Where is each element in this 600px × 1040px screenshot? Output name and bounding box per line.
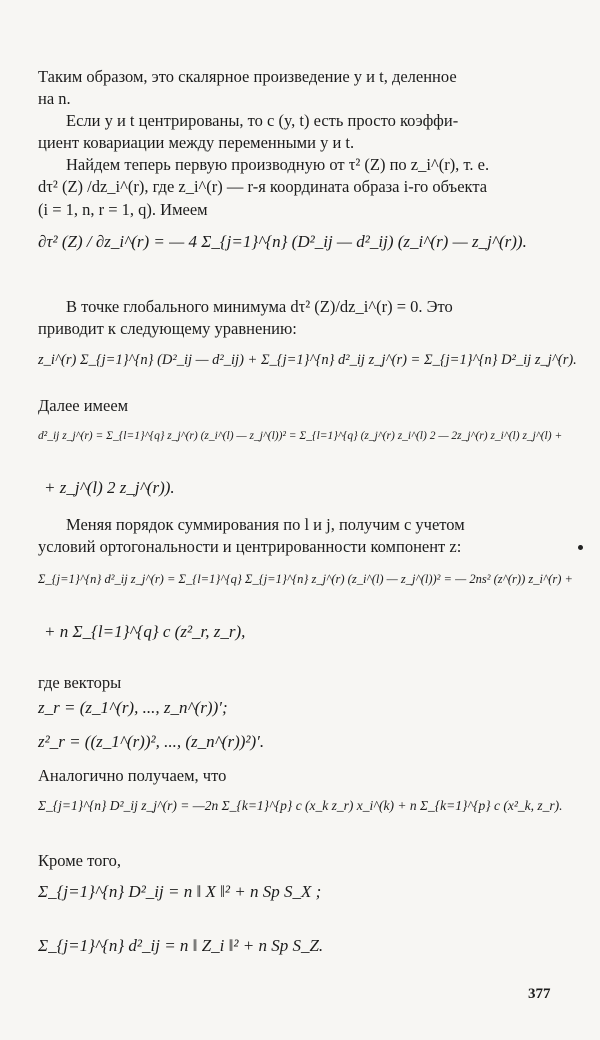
text-line-12: условий ортогональности и центрированности компонент z:: [38, 537, 462, 556]
equation-orthogonality: Σ_{j=1}^{n} d²_ij z_j^(r) = Σ_{l=1}^{q} Σ_{j=1}^{n} z_j^(r) (z_i^(l) — z_j^(l))² = — 2ns² (z^(r)) z_i^(r) +: [38, 572, 573, 586]
text-line-6: dτ² (Z) /dz_i^(r), где z_i^(r) — r-я координата образа i-го объекта: [38, 177, 488, 196]
text-line-13: где векторы: [38, 673, 122, 692]
page-number: 377: [528, 986, 551, 1002]
equation-derivative: ∂τ² (Z) / ∂z_i^(r) = — 4 Σ_{j=1}^{n} (D²_ij — d²_ij) (z_i^(r) — z_j^(r)).: [38, 232, 527, 251]
text-line-14: Аналогично получаем, что: [38, 766, 227, 785]
equation-expansion: d²_ij z_j^(r) = Σ_{l=1}^{q} z_j^(r) (z_i^(l) — z_j^(l))² = Σ_{l=1}^{q} (z_j^(r) z_i^(l) 2 — 2z_j^(r) z_i^(l) z_j^(l) +: [38, 430, 563, 442]
equation-sum-d: Σ_{j=1}^{n} d²_ij = n ‖ Z_i ‖² + n Sp S_Z.: [38, 936, 324, 955]
text-line-1: Таким образом, это скалярное произведение y и t, деленное: [38, 67, 457, 86]
text-line-3: Если y и t центрированы, то c (y, t) есть просто коэффи-: [66, 111, 459, 130]
text-line-9: приводит к следующему уравнению:: [38, 319, 297, 338]
text-line-5: Найдем теперь первую производную от τ² (Z) по z_i^(r), т. е.: [66, 155, 490, 174]
equation-expansion-cont: + z_j^(l) 2 z_j^(r)).: [44, 478, 175, 497]
equation-minimum: z_i^(r) Σ_{j=1}^{n} (D²_ij — d²_ij) + Σ_{j=1}^{n} d²_ij z_j^(r) = Σ_{j=1}^{n} D²_ij z_j^(r).: [38, 352, 577, 368]
text-line-4: циент ковариации между переменными y и t.: [38, 133, 355, 152]
text-line-15: Кроме того,: [38, 851, 122, 870]
text-line-10: Далее имеем: [38, 396, 129, 415]
text-line-2: на n.: [38, 89, 71, 108]
text-line-7: (i = 1, n, r = 1, q). Имеем: [38, 200, 208, 219]
equation-sum-D: Σ_{j=1}^{n} D²_ij = n ‖ X ‖² + n Sp S_X ;: [38, 882, 322, 901]
margin-dot: [578, 545, 583, 550]
equation-vector-z: z_r = (z_1^(r), ..., z_n^(r))′;: [38, 698, 228, 717]
equation-analog: Σ_{j=1}^{n} D²_ij z_j^(r) = —2n Σ_{k=1}^{p} c (x_k z_r) x_i^(k) + n Σ_{k=1}^{p} c (x²_k, z_r).: [38, 798, 563, 813]
text-line-11: Меняя порядок суммирования по l и j, получим с учетом: [66, 515, 465, 534]
equation-vector-z2: z²_r = ((z_1^(r))², ..., (z_n^(r))²)′.: [38, 732, 265, 751]
text-line-8: В точке глобального минимума dτ² (Z)/dz_i^(r) = 0. Это: [66, 297, 453, 316]
equation-orthogonality-cont: + n Σ_{l=1}^{q} c (z²_r, z_r),: [44, 622, 246, 641]
